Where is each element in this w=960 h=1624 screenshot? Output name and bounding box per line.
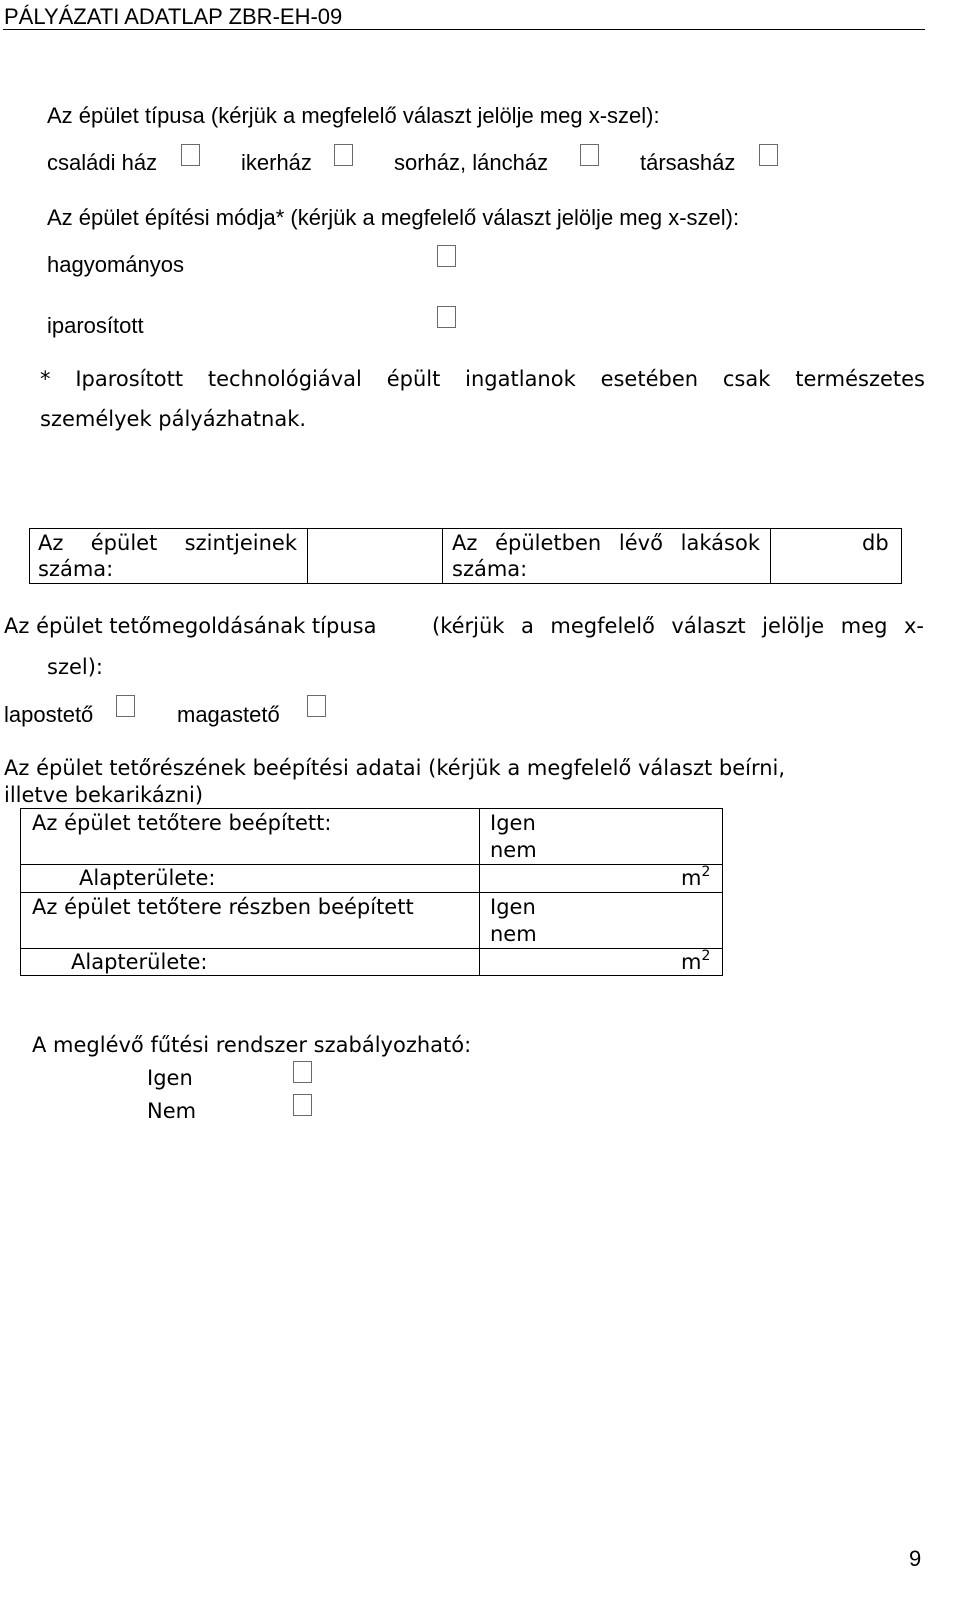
- checkbox-heating-igen[interactable]: [293, 1061, 312, 1083]
- attic-row2-label: Alapterülete:: [79, 866, 216, 890]
- option-label-csaladi-haz: családi ház: [47, 150, 158, 175]
- checkbox-lapostető[interactable]: [116, 695, 135, 717]
- construction-note-line2: személyek pályázhatnak.: [40, 407, 307, 431]
- checkbox-iparositott[interactable]: [437, 306, 456, 328]
- option-label-heating-nem: Nem: [147, 1099, 197, 1123]
- attic-row4-area-field[interactable]: [481, 950, 671, 975]
- attic-row3-label: Az épület tetőtere részben beépített: [32, 895, 414, 919]
- attic-row2-area-field[interactable]: [481, 866, 671, 891]
- levels-label-line1: Az épület szintjeinek: [38, 531, 297, 555]
- flats-label-line1: Az épületben lévő lakások: [452, 531, 760, 555]
- roof-question-left: Az épület tetőmegoldásának típusa: [4, 614, 377, 638]
- attic-question-line1: Az épület tetőrészének beépítési adatai (kérjük a megfelelő választ beírni,: [4, 756, 786, 780]
- attic-table-rule: [20, 864, 723, 865]
- roof-question-line2: szel):: [47, 655, 103, 679]
- attic-row3-yes[interactable]: Igen: [490, 895, 536, 919]
- option-label-magastető: magastető: [177, 702, 280, 727]
- construction-question: Az épület építési módja* (kérjük a megfelelő választ jelölje meg x-szel):: [47, 205, 740, 230]
- option-label-heating-igen: Igen: [147, 1066, 193, 1090]
- roof-question-right: (kérjük a megfelelő választ jelölje meg x-: [432, 614, 924, 638]
- checkbox-ikerhaz[interactable]: [334, 144, 353, 166]
- checkbox-hagyomanyos[interactable]: [437, 245, 456, 267]
- attic-row1-label: Az épület tetőtere beépített:: [32, 811, 332, 835]
- attic-row2-unit: [681, 866, 710, 890]
- attic-row4-unit-base: m: [681, 950, 702, 974]
- checkbox-magastető[interactable]: [307, 695, 326, 717]
- levels-table-divider: [770, 528, 771, 584]
- attic-row1-no[interactable]: nem: [490, 838, 537, 862]
- header-rule: [3, 29, 925, 30]
- flats-unit: db: [862, 531, 889, 555]
- attic-row2-unit-base: m: [681, 866, 702, 890]
- checkbox-sorhaz[interactable]: [580, 144, 599, 166]
- checkbox-csaladi-haz[interactable]: [181, 144, 200, 166]
- option-label-sorhaz: sorház, láncház: [394, 150, 549, 175]
- flats-label-line2: száma:: [452, 557, 528, 581]
- attic-row1-yes[interactable]: Igen: [490, 811, 536, 835]
- checkbox-tarsashaz[interactable]: [759, 144, 778, 166]
- levels-table-divider: [442, 528, 443, 584]
- attic-row2-unit-exp: 2: [701, 864, 711, 880]
- attic-row4-label: Alapterülete:: [71, 950, 208, 974]
- levels-label-line2: száma:: [38, 557, 114, 581]
- option-label-iparositott: iparosított: [47, 313, 144, 338]
- attic-table-rule: [20, 892, 723, 893]
- option-label-tarsashaz: társasház: [640, 150, 736, 175]
- option-label-ikerhaz: ikerház: [241, 150, 312, 175]
- checkbox-heating-nem[interactable]: [293, 1094, 312, 1116]
- attic-table-rule: [20, 948, 723, 949]
- heating-question: A meglévő fűtési rendszer szabályozható:: [32, 1033, 472, 1057]
- page-number: 9: [909, 1546, 922, 1571]
- page-header-title: PÁLYÁZATI ADATLAP ZBR-EH-09: [4, 4, 343, 29]
- option-label-hagyomanyos: hagyományos: [47, 252, 184, 277]
- building-type-question: Az épület típusa (kérjük a megfelelő választ jelölje meg x-szel):: [47, 103, 660, 128]
- attic-row4-unit-exp: 2: [701, 948, 711, 964]
- levels-table-divider: [307, 528, 308, 584]
- levels-count-field[interactable]: [309, 530, 441, 582]
- construction-note-line1: * Iparosított technológiával épült ingatlanok esetében csak természetes: [40, 367, 925, 391]
- attic-row4-unit: [681, 950, 710, 974]
- option-label-lapostető: lapostető: [4, 702, 94, 727]
- attic-row3-no[interactable]: nem: [490, 922, 537, 946]
- attic-question-line2: illetve bekarikázni): [4, 783, 204, 807]
